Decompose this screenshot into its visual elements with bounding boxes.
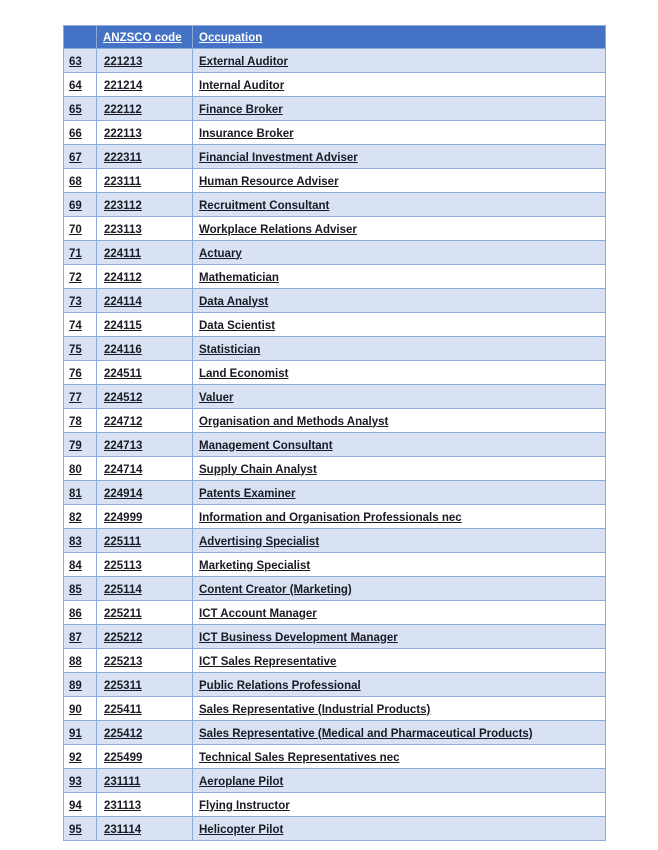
table-row <box>64 49 606 73</box>
row-index-cell <box>64 673 97 697</box>
anzsco-code-cell <box>97 145 193 169</box>
occupation-link[interactable]: Public Relations Professional <box>199 679 361 692</box>
anzsco-code-link[interactable]: 224712 <box>104 415 143 428</box>
occupation-cell <box>193 97 606 121</box>
occupation-cell <box>193 433 606 457</box>
anzsco-code-cell <box>97 289 193 313</box>
anzsco-code-link[interactable]: 225412 <box>104 727 143 740</box>
occupation-link[interactable]: Data Scientist <box>199 319 276 332</box>
row-index-cell <box>64 289 97 313</box>
row-index-link[interactable]: 82 <box>69 511 82 524</box>
table-row <box>64 313 606 337</box>
row-index-link[interactable]: 65 <box>69 103 82 116</box>
occupation-cell <box>193 553 606 577</box>
row-index-cell <box>64 721 97 745</box>
table-row <box>64 217 606 241</box>
table-row <box>64 265 606 289</box>
row-index-link[interactable]: 75 <box>69 343 82 356</box>
table-row <box>64 817 606 841</box>
row-index-link[interactable]: 95 <box>69 823 82 836</box>
row-index-cell <box>64 625 97 649</box>
anzsco-code-cell <box>97 385 193 409</box>
row-index-link[interactable]: 88 <box>69 655 82 668</box>
anzsco-code-cell <box>97 769 193 793</box>
occupation-link[interactable]: Supply Chain Analyst <box>199 463 317 476</box>
table-row <box>64 769 606 793</box>
occupation-cell <box>193 673 606 697</box>
table-row <box>64 601 606 625</box>
anzsco-code-cell <box>97 529 193 553</box>
occupation-link[interactable]: Human Resource Adviser <box>199 175 339 188</box>
row-index-link[interactable]: 84 <box>69 559 82 572</box>
table-row <box>64 721 606 745</box>
row-index-cell <box>64 745 97 769</box>
row-index-link[interactable]: 67 <box>69 151 82 164</box>
anzsco-code-link[interactable]: 225211 <box>104 607 142 620</box>
anzsco-code-cell <box>97 745 193 769</box>
occupation-link[interactable]: Technical Sales Representatives nec <box>199 751 400 764</box>
row-index-link[interactable]: 86 <box>69 607 82 620</box>
row-index-cell <box>64 145 97 169</box>
occupation-cell <box>193 241 606 265</box>
anzsco-code-link[interactable]: 225212 <box>104 631 143 644</box>
table-row <box>64 673 606 697</box>
occupation-cell <box>193 217 606 241</box>
anzsco-code-link[interactable]: 224112 <box>104 271 142 284</box>
anzsco-code-cell <box>97 313 193 337</box>
occupation-cell <box>193 73 606 97</box>
occupation-cell <box>193 313 606 337</box>
row-index-link[interactable]: 87 <box>69 631 82 644</box>
table-row <box>64 385 606 409</box>
occupation-link[interactable]: Workplace Relations Adviser <box>199 223 357 236</box>
anzsco-code-link[interactable]: 224512 <box>104 391 143 404</box>
anzsco-code-link[interactable]: 225113 <box>104 559 142 572</box>
anzsco-code-cell <box>97 169 193 193</box>
anzsco-code-link[interactable]: 231114 <box>104 823 142 836</box>
occupation-cell <box>193 601 606 625</box>
row-index-link[interactable]: 68 <box>69 175 82 188</box>
occupation-cell <box>193 361 606 385</box>
anzsco-code-cell <box>97 673 193 697</box>
row-index-cell <box>64 769 97 793</box>
anzsco-code-cell <box>97 121 193 145</box>
anzsco-code-link[interactable]: 224114 <box>104 295 142 308</box>
anzsco-code-cell <box>97 265 193 289</box>
anzsco-code-link[interactable]: 225213 <box>104 655 143 668</box>
anzsco-code-cell <box>97 601 193 625</box>
occupation-cell <box>193 769 606 793</box>
table-row <box>64 361 606 385</box>
index-column-header <box>64 26 97 49</box>
row-index-link[interactable]: 73 <box>69 295 82 308</box>
occupation-link[interactable]: Organisation and Methods Analyst <box>199 415 389 428</box>
occupation-link[interactable]: Advertising Specialist <box>199 535 320 548</box>
anzsco-code-link[interactable]: 224914 <box>104 487 143 500</box>
row-index-cell <box>64 649 97 673</box>
anzsco-code-cell <box>97 649 193 673</box>
anzsco-code-cell <box>97 241 193 265</box>
occupation-column-header-label: Occupation <box>199 32 263 44</box>
occupation-cell <box>193 745 606 769</box>
table-row <box>64 97 606 121</box>
table-row <box>64 73 606 97</box>
anzsco-code-link[interactable]: 223113 <box>104 223 142 236</box>
anzsco-code-link[interactable]: 224999 <box>104 511 143 524</box>
row-index-link[interactable]: 74 <box>69 319 82 332</box>
occupation-cell <box>193 529 606 553</box>
table-row <box>64 505 606 529</box>
anzsco-code-cell <box>97 361 193 385</box>
occupation-link[interactable]: Finance Broker <box>199 103 283 116</box>
table-row <box>64 409 606 433</box>
row-index-link[interactable]: 63 <box>69 55 82 68</box>
row-index-cell <box>64 337 97 361</box>
occupation-link[interactable]: Sales Representative (Industrial Products) <box>199 703 431 716</box>
occupation-cell <box>193 625 606 649</box>
occupation-link[interactable]: Recruitment Consultant <box>199 199 330 212</box>
table-row <box>64 481 606 505</box>
anzsco-code-link[interactable]: 224116 <box>104 343 142 356</box>
anzsco-code-cell <box>97 457 193 481</box>
occupation-link[interactable]: ICT Account Manager <box>199 607 317 620</box>
table-row <box>64 745 606 769</box>
row-index-cell <box>64 73 97 97</box>
occupation-link[interactable]: Management Consultant <box>199 439 333 452</box>
occupation-link[interactable]: External Auditor <box>199 55 289 68</box>
header-row <box>64 26 606 49</box>
row-index-link[interactable]: 70 <box>69 223 82 236</box>
anzsco-code-link[interactable]: 224511 <box>104 367 142 380</box>
row-index-link[interactable]: 92 <box>69 751 82 764</box>
occupation-cell <box>193 457 606 481</box>
anzsco-code-link[interactable]: 222311 <box>104 151 142 164</box>
table-row <box>64 241 606 265</box>
anzsco-code-link[interactable]: 231113 <box>104 799 142 812</box>
anzsco-code-link[interactable]: 223112 <box>104 199 142 212</box>
row-index-link[interactable]: 94 <box>69 799 82 812</box>
occupation-cell <box>193 697 606 721</box>
anzsco-code-cell <box>97 793 193 817</box>
occupation-cell <box>193 169 606 193</box>
anzsco-code-cell <box>97 193 193 217</box>
occupation-cell <box>193 649 606 673</box>
table-row <box>64 121 606 145</box>
row-index-link[interactable]: 77 <box>69 391 82 404</box>
anzsco-code-cell <box>97 49 193 73</box>
occupation-column-header <box>193 26 606 49</box>
row-index-cell <box>64 457 97 481</box>
row-index-cell <box>64 361 97 385</box>
row-index-cell <box>64 817 97 841</box>
row-index-cell <box>64 169 97 193</box>
anzsco-code-link[interactable]: 225311 <box>104 679 142 692</box>
occupation-cell <box>193 721 606 745</box>
occupation-cell <box>193 577 606 601</box>
anzsco-code-column-header <box>97 26 193 49</box>
row-index-cell <box>64 49 97 73</box>
row-index-link[interactable]: 89 <box>69 679 82 692</box>
row-index-link[interactable]: 64 <box>69 79 82 92</box>
row-index-cell <box>64 481 97 505</box>
occupation-cell <box>193 337 606 361</box>
occupation-cell <box>193 265 606 289</box>
table-row <box>64 337 606 361</box>
row-index-link[interactable]: 69 <box>69 199 82 212</box>
occupation-cell <box>193 793 606 817</box>
anzsco-code-cell <box>97 409 193 433</box>
occupation-link[interactable]: Statistician <box>199 343 261 356</box>
anzsco-code-column-header-label: ANZSCO code <box>103 32 182 44</box>
occupation-link[interactable]: Content Creator (Marketing) <box>199 583 352 596</box>
occupation-link[interactable]: Sales Representative (Medical and Pharmaceutical Products) <box>199 727 533 740</box>
table-row <box>64 289 606 313</box>
row-index-cell <box>64 793 97 817</box>
row-index-link[interactable]: 78 <box>69 415 82 428</box>
occupation-link[interactable]: Information and Organisation Professionals nec <box>199 511 462 524</box>
row-index-cell <box>64 97 97 121</box>
anzsco-code-cell <box>97 577 193 601</box>
row-index-link[interactable]: 71 <box>69 247 82 260</box>
table-row <box>64 193 606 217</box>
row-index-cell <box>64 433 97 457</box>
table-row <box>64 577 606 601</box>
anzsco-code-link[interactable]: 225411 <box>104 703 142 716</box>
anzsco-code-cell <box>97 73 193 97</box>
occupation-link[interactable]: Actuary <box>199 247 242 260</box>
occupation-link[interactable]: Marketing Specialist <box>199 559 311 572</box>
occupation-cell <box>193 817 606 841</box>
occupation-link[interactable]: ICT Business Development Manager <box>199 631 398 644</box>
occupation-link[interactable]: Financial Investment Adviser <box>199 151 358 164</box>
table-row <box>64 625 606 649</box>
row-index-cell <box>64 553 97 577</box>
table-row <box>64 697 606 721</box>
occupation-link[interactable]: Land Economist <box>199 367 289 380</box>
row-index-cell <box>64 241 97 265</box>
anzsco-code-cell <box>97 697 193 721</box>
table-body <box>64 49 606 841</box>
anzsco-code-cell <box>97 817 193 841</box>
occupation-cell <box>193 409 606 433</box>
row-index-link[interactable]: 81 <box>69 487 82 500</box>
anzsco-code-link[interactable]: 223111 <box>104 175 142 188</box>
occupation-cell <box>193 121 606 145</box>
occupation-link[interactable]: Insurance Broker <box>199 127 294 140</box>
occupation-cell <box>193 193 606 217</box>
occupation-link[interactable]: Aeroplane Pilot <box>199 775 284 788</box>
anzsco-code-link[interactable]: 225499 <box>104 751 143 764</box>
anzsco-code-link[interactable]: 224111 <box>104 247 142 260</box>
anzsco-occupation-table <box>63 25 606 841</box>
row-index-link[interactable]: 66 <box>69 127 82 140</box>
row-index-cell <box>64 505 97 529</box>
anzsco-code-cell <box>97 505 193 529</box>
occupation-link[interactable]: Data Analyst <box>199 295 269 308</box>
occupation-link[interactable]: Helicopter Pilot <box>199 823 284 836</box>
row-index-cell <box>64 385 97 409</box>
anzsco-code-link[interactable]: 225114 <box>104 583 142 596</box>
row-index-link[interactable]: 83 <box>69 535 82 548</box>
row-index-link[interactable]: 90 <box>69 703 82 716</box>
row-index-link[interactable]: 93 <box>69 775 82 788</box>
row-index-link[interactable]: 80 <box>69 463 82 476</box>
occupation-link[interactable]: ICT Sales Representative <box>199 655 337 668</box>
row-index-cell <box>64 409 97 433</box>
occupation-cell <box>193 505 606 529</box>
anzsco-code-cell <box>97 721 193 745</box>
occupation-link[interactable]: Patents Examiner <box>199 487 296 500</box>
row-index-link[interactable]: 72 <box>69 271 82 284</box>
occupation-cell <box>193 481 606 505</box>
anzsco-code-link[interactable]: 222113 <box>104 127 142 140</box>
occupation-link[interactable]: Mathematician <box>199 271 279 284</box>
anzsco-code-link[interactable]: 221214 <box>104 79 143 92</box>
anzsco-code-cell <box>97 97 193 121</box>
occupation-link[interactable]: Valuer <box>199 391 234 404</box>
anzsco-code-link[interactable]: 221213 <box>104 55 143 68</box>
anzsco-code-cell <box>97 481 193 505</box>
row-index-cell <box>64 529 97 553</box>
occupation-cell <box>193 49 606 73</box>
anzsco-code-link[interactable]: 222112 <box>104 103 142 116</box>
row-index-link[interactable]: 85 <box>69 583 82 596</box>
occupation-link[interactable]: Internal Auditor <box>199 79 285 92</box>
row-index-cell <box>64 601 97 625</box>
occupation-cell <box>193 289 606 313</box>
row-index-cell <box>64 265 97 289</box>
table-row <box>64 169 606 193</box>
anzsco-code-cell <box>97 337 193 361</box>
table-row <box>64 529 606 553</box>
row-index-cell <box>64 193 97 217</box>
anzsco-code-link[interactable]: 231111 <box>104 775 141 788</box>
anzsco-code-cell <box>97 553 193 577</box>
row-index-link[interactable]: 91 <box>69 727 82 740</box>
row-index-cell <box>64 121 97 145</box>
row-index-cell <box>64 313 97 337</box>
occupation-cell <box>193 385 606 409</box>
table-row <box>64 649 606 673</box>
anzsco-code-cell <box>97 433 193 457</box>
row-index-cell <box>64 697 97 721</box>
occupation-link[interactable]: Flying Instructor <box>199 799 290 812</box>
table-header <box>64 26 606 49</box>
anzsco-code-link[interactable]: 224714 <box>104 463 143 476</box>
anzsco-code-cell <box>97 625 193 649</box>
table-row <box>64 553 606 577</box>
row-index-cell <box>64 217 97 241</box>
anzsco-code-link[interactable]: 225111 <box>104 535 142 548</box>
anzsco-code-link[interactable]: 224713 <box>104 439 143 452</box>
row-index-cell <box>64 577 97 601</box>
occupation-cell <box>193 145 606 169</box>
table-row <box>64 145 606 169</box>
anzsco-code-cell <box>97 217 193 241</box>
row-index-link[interactable]: 79 <box>69 439 82 452</box>
row-index-link[interactable]: 76 <box>69 367 82 380</box>
table-row <box>64 793 606 817</box>
table-row <box>64 457 606 481</box>
table-row <box>64 433 606 457</box>
anzsco-code-link[interactable]: 224115 <box>104 319 142 332</box>
